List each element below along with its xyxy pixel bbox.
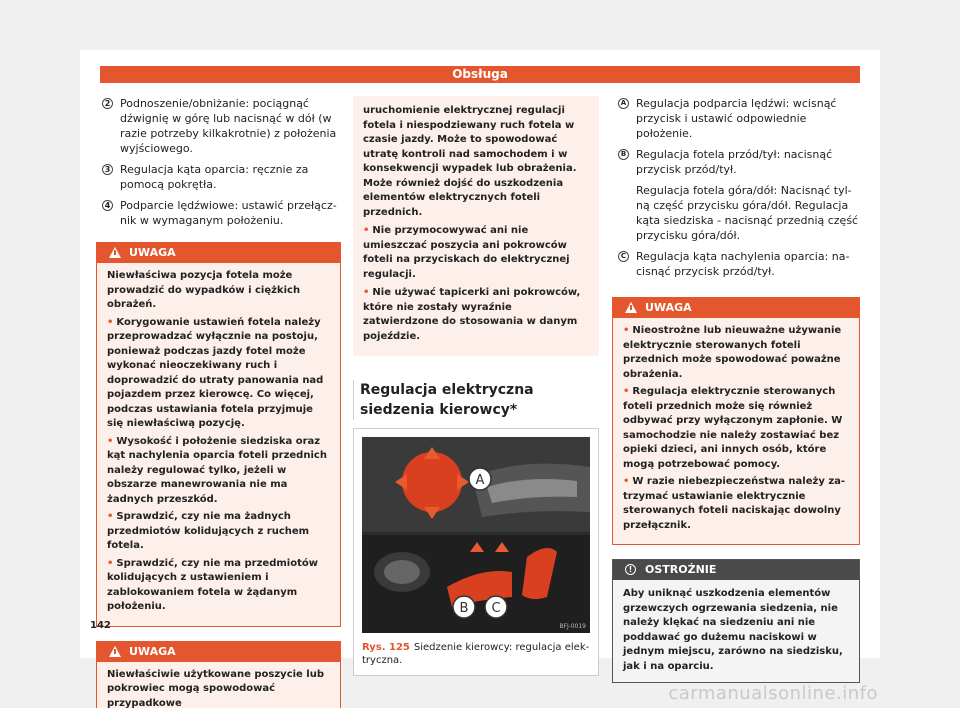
figure-caption-text: Siedzenie kierowcy: regulacja elektryczna. (362, 642, 590, 666)
seat-controls-illustration (362, 437, 590, 633)
column-middle (353, 96, 599, 676)
warning-bullet: • Nie przymocowywać ani nie umieszczać poszycia ani pokrowców foteli na przyciskach do elektrycznej regulacji. (363, 225, 570, 280)
warning-bullet: • Korygowanie ustawień fotela należy przeprowadzać wyłącznie na postoju, ponieważ podczas jazdy fotel może wykonać nieoczekiwany ruch i doprowadzić do utraty panowania nad pojazdem przez kierowcę. Co więcej, podczas ustawiania fotela przyjmuje się niewłaściwą pozycję. (107, 316, 324, 429)
item-text: Regulacja podparcia lędźwi: wcisnąć przycisk i ustawić odpowiednie położenie. (636, 97, 837, 140)
info-circle-icon: ! (625, 564, 636, 575)
warning-label: UWAGA (645, 301, 692, 314)
lettered-item (612, 249, 860, 279)
warning-header (97, 642, 340, 662)
figure-number: Rys. 125 (362, 642, 410, 653)
figure-label-b: B (459, 601, 469, 616)
watermark: carmanualsonline.info (668, 683, 878, 704)
item-text: Podnoszenie/obniżanie: pociągnąć dźwignię w górę lub nacisnąć w dół (w razie potrzeby kilkakrotnie) z położenia wyjściowego. (120, 97, 337, 155)
section-title: Regulacja elektryczna siedzenia kierowcy* (353, 380, 599, 420)
warning-bullet: • Regulacja elektrycznie sterowanych foteli przednich może się również odbywać przy wyłączonym zapłonie. W samochodzie nie należy zostawiać bez opieki dzieci, ani innych osób, które mogą potrzebować pomocy. (623, 386, 843, 470)
bullet-icon: • (623, 386, 630, 397)
note-box (612, 559, 860, 683)
item-text: Regulacja fotela góra/dół: Nacisnąć tylną część przycisku góra/dół. Regulacja kąta siedziska - nacisnąć przednią część przycisku góra/dół. (636, 184, 859, 242)
warning-header (613, 298, 859, 318)
bullet-icon: • (623, 476, 630, 487)
warning-box (96, 641, 341, 708)
figure (353, 428, 599, 676)
number-badge: 2 (102, 98, 113, 109)
figure-code: BFJ-0019 (559, 623, 586, 630)
warning-body (97, 662, 340, 708)
warning-bullet: • Sprawdzić, czy nie ma przedmiotów kolidujących z ustawieniem i zablokowaniem fotela w żądanym położeniu. (107, 557, 318, 612)
warning-intro: Niewłaściwie użytkowane poszycie lub pokrowiec mogą spowodować przypadkowe (107, 668, 325, 708)
seat-controls-photo (362, 437, 590, 633)
lettered-item (612, 147, 860, 243)
warning-bullet: • Sprawdzić, czy nie ma żadnych przedmiotów kolidujących z ruchem fotela. (107, 511, 310, 551)
note-label: OSTROŻNIE (645, 563, 717, 576)
lettered-item (612, 96, 860, 141)
numbered-item (96, 162, 341, 192)
warning-continued (353, 96, 599, 356)
warning-bullet: • Nie używać tapicerki ani pokrowców, które nie zostały wyraźnie zatwierdzone do stosowania w danym pojeździe. (363, 287, 581, 342)
bullet-icon: • (623, 325, 630, 336)
warning-label: UWAGA (129, 644, 176, 658)
bullet-icon: • (107, 511, 114, 522)
warning-body (613, 318, 859, 544)
letter-badge: A (618, 98, 629, 109)
bullet-icon: • (107, 435, 114, 447)
bullet-icon: • (363, 287, 370, 298)
item-text: Regulacja kąta oparcia: ręcznie za pomocą pokrętła. (120, 163, 309, 191)
warning-box (612, 297, 860, 545)
letter-badge: B (618, 149, 629, 160)
letter-badge: C (618, 251, 629, 262)
warning-header (97, 243, 340, 263)
warning-label: UWAGA (129, 246, 176, 259)
page-number: 142 (90, 620, 111, 631)
warning-box (96, 242, 341, 627)
warning-triangle-icon (625, 302, 637, 313)
bullet-icon: • (107, 316, 114, 328)
column-left (96, 96, 341, 708)
item-text: Regulacja fotela przód/tył: nacisnąć przycisk przód/tył. (636, 148, 833, 176)
warning-continued-text: uruchomienie elektrycznej regulacji fotela i niespodziewany ruch fotela w czasie jazdy. Może to spowodować utratę kontroli nad samochodem i w konsekwencji wypadek lub obrażenia. Może również dojść do uszkodzenia elementów elektrycznych foteli przednich. (363, 105, 577, 218)
warning-intro: Niewłaściwa pozycja fotela może prowadzić do wypadków i ciężkich obrażeń. (107, 270, 301, 310)
warning-bullet: • W razie niebezpieczeństwa należy zatrzymać ustawianie elektrycznie sterowanych foteli naciskając dowolny przełącznik. (623, 476, 846, 531)
column-right (612, 96, 860, 683)
warning-bullet: • Nieostrożne lub nieuważne używanie elektrycznie sterowanych foteli przednich może spowodować poważne obrażenia. (623, 325, 842, 380)
numbered-item (96, 96, 341, 156)
number-badge: 3 (102, 164, 113, 175)
warning-body (97, 263, 340, 626)
bullet-icon: • (107, 557, 114, 569)
warning-triangle-icon (109, 247, 121, 258)
number-badge: 4 (102, 200, 113, 211)
figure-label-c: C (491, 601, 501, 616)
section-header: Obsługa (100, 66, 860, 83)
numbered-item (96, 198, 341, 228)
note-header (613, 560, 859, 580)
item-text: Podparcie lędźwiowe: ustawić przełącznik w wymaganym położeniu. (120, 199, 337, 227)
warning-bullet: • Wysokość i położenie siedziska oraz kąt nachylenia oparcia foteli przednich należy regulować tylko, jeżeli w obszarze manewrowania nie ma żadnych przeszkód. (107, 435, 327, 505)
warning-triangle-icon (109, 646, 121, 657)
item-text: Regulacja kąta nachylenia oparcia: nacisnąć przycisk przód/tył. (636, 250, 850, 278)
figure-label-a: A (475, 473, 485, 488)
lumbar-button (402, 452, 462, 512)
note-body: Aby uniknąć uszkodzenia elementów grzewczych ogrzewania siedzenia, nie należy klękać na siedzeniu ani nie poddawać go dużemu naciskowi w jednym miejscu, zarówno na siedzisku, jak i na oparciu. (623, 588, 843, 672)
figure-caption (354, 641, 598, 675)
bullet-icon: • (363, 225, 370, 236)
